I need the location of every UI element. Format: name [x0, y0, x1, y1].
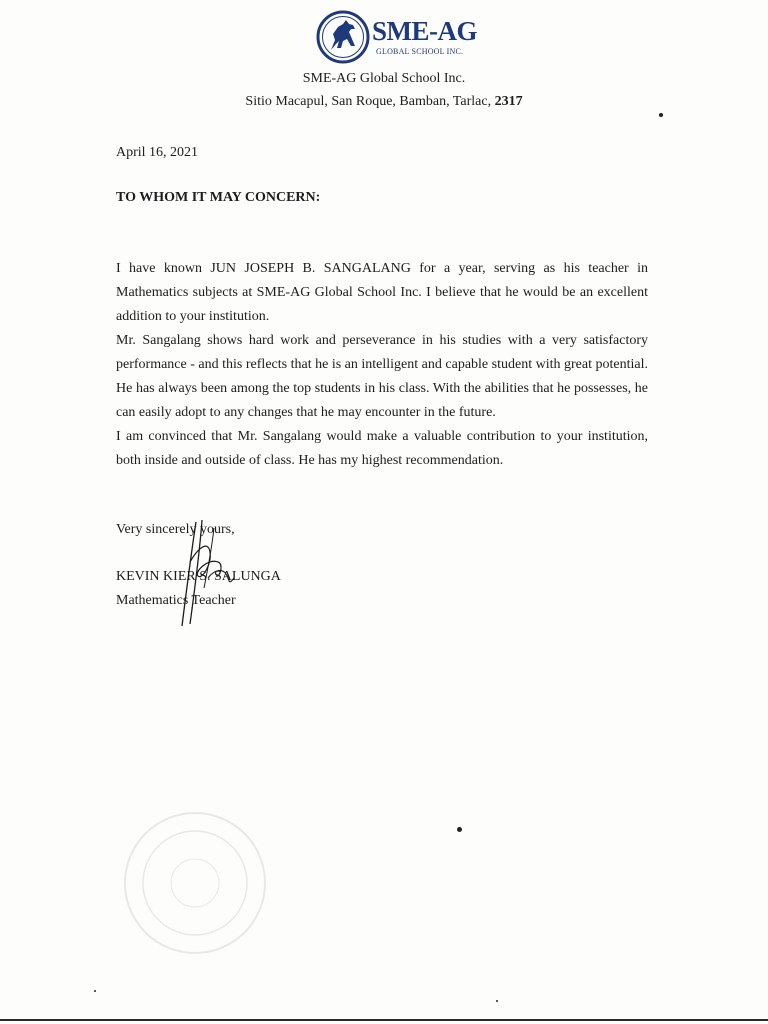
- scan-speck: [496, 1000, 498, 1002]
- scan-speck: [94, 990, 96, 992]
- scan-speck: [659, 113, 663, 117]
- body-paragraph: Mr. Sangalang shows hard work and perseverance in his studies with a very satisfactory performance - and this reflects that he is an intelligent and capable student with great potential. He has always been among the top students in his class. With the abilities that he possesses, he can easily adopt to any changes that he may encounter in the future.: [116, 333, 648, 420]
- page-edge-line: [0, 1019, 768, 1021]
- school-name: SME-AG Global School Inc.: [302, 71, 466, 86]
- letter-body: [116, 257, 648, 473]
- signer-title: Mathematics Teacher: [116, 593, 236, 608]
- salutation: TO WHOM IT MAY CONCERN:: [116, 190, 321, 205]
- rearing-horse-emblem-icon: [316, 10, 370, 64]
- handwritten-signature: [168, 518, 248, 630]
- logo-name: SME-AG: [372, 16, 477, 46]
- logo-subtitle: GLOBAL SCHOOL INC.: [376, 47, 464, 56]
- school-logo: [316, 10, 486, 66]
- body-paragraph: I am convinced that Mr. Sangalang would make a valuable contribution to your institution, both inside and outside of class. He has my highest recommendation.: [116, 429, 648, 468]
- school-address: [0, 94, 768, 110]
- faded-seal-stamp: [122, 810, 268, 956]
- scan-speck: [457, 827, 462, 832]
- address-main: Sitio Macapul, San Roque, Bamban, Tarlac,: [245, 94, 495, 109]
- closing: Very sincerely yours,: [116, 522, 235, 537]
- body-paragraph: I have known JUN JOSEPH B. SANGALANG for a year, serving as his teacher in Mathematics subjects at SME-AG Global School Inc. I believe that he would be an excellent addition to your institution.: [116, 261, 648, 324]
- address-zip: 2317: [494, 94, 523, 109]
- signer-name: KEVIN KIER S. SALUNGA: [116, 569, 281, 584]
- letter-date: April 16, 2021: [116, 145, 199, 160]
